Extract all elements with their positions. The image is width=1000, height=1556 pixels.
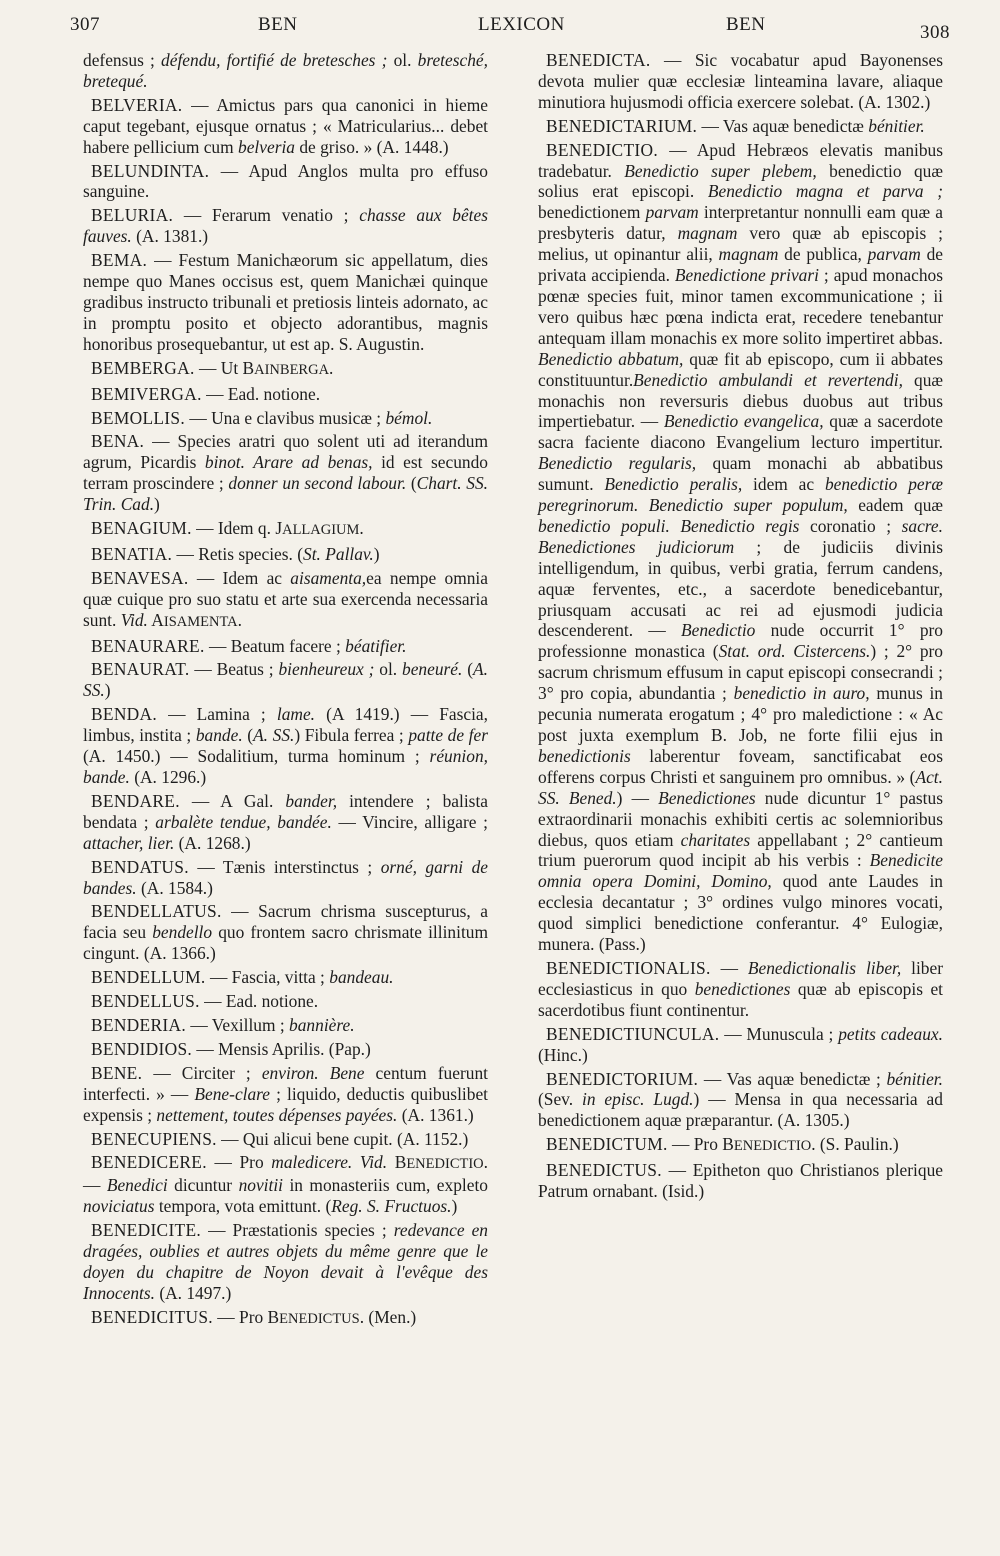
entry-definition: — Tænis interstinctus ; orné, garni de bandes. (A. 1584.) xyxy=(83,856,488,898)
entry-definition: — Benedictionalis liber, liber ecclesiasticus in quo benedictiones quæ ab episcopis et sacerdotibus fiunt continentur. xyxy=(538,957,944,1020)
dictionary-entry xyxy=(538,140,943,955)
entry-headword: BENEDICITE. xyxy=(91,1220,202,1241)
entry-definition: — Apud Anglos multa pro effuso sanguine. xyxy=(83,160,488,202)
entry-headword: BENEDICTIUNCULA. xyxy=(546,1023,720,1044)
entry-definition: — Præstationis species ; redevance en dragées, oublies et autres objets du même genre que le doyen du chapitre de Noyon devait à l'evêque des Innocents. (A. 1497.) xyxy=(83,1220,488,1303)
dictionary-entry xyxy=(83,659,488,701)
dictionary-entry xyxy=(538,50,943,113)
entry-definition: — Fascia, vitta ; bandeau. xyxy=(205,967,394,988)
entry-headword: BENAURAT. xyxy=(91,659,190,680)
entry-headword: BENDARE. xyxy=(91,790,180,811)
entry-definition: — Vexillum ; bannière. xyxy=(185,1014,355,1035)
entry-definition: — Retis species. (St. Pallav.) xyxy=(172,543,380,564)
dictionary-entry xyxy=(83,518,488,541)
dictionary-entry xyxy=(83,1152,488,1217)
entry-definition: — Ead. notione. xyxy=(201,383,321,404)
dictionary-entry xyxy=(83,1039,488,1060)
entry-headword: BENAURARE. xyxy=(91,635,205,656)
entry-definition: — Species aratri quo solent uti ad iterandum agrum, Picardis binot. Arare ad benas, id est secundo terram proscindere ; donner un second labour. (Chart. SS. Trin. Cad.) xyxy=(83,431,489,515)
entry-headword: BEMBERGA. xyxy=(91,357,195,378)
dictionary-entry xyxy=(83,1063,488,1126)
entry-headword: BENEDICTORIUM. xyxy=(546,1068,699,1089)
entry-headword: BENEDICITUS. xyxy=(91,1306,213,1327)
entry-definition: — Epitheton quo Christianos plerique Patrum ornabant. (Isid.) xyxy=(538,1160,943,1202)
dictionary-entry xyxy=(538,958,943,1021)
entry-definition: — Vas aquæ benedictæ bénitier. xyxy=(697,115,925,136)
entry-headword: BENDERIA. xyxy=(91,1014,186,1035)
entry-headword: BENA. xyxy=(91,431,145,452)
entry-headword: BENEDICTA. xyxy=(546,50,651,70)
entry-headword: BELVERIA. xyxy=(91,94,183,115)
entry-headword: BENECUPIENS. xyxy=(91,1128,217,1149)
dictionary-entry xyxy=(83,408,488,429)
entry-definition: — Beatum facere ; béatifier. xyxy=(204,635,407,656)
entry-definition: — Pro BENEDICTIO. (S. Paulin.) xyxy=(667,1134,899,1155)
entry-definition: — Sacrum chrisma suscepturus, a facia seu bendello quo frontem sacro chrismate illinitum cingunt. (A. 1366.) xyxy=(83,901,488,964)
entry-headword: BENDA. xyxy=(91,704,158,725)
dictionary-entry xyxy=(83,161,488,203)
dictionary-entry xyxy=(83,967,488,988)
entry-headword: BENEDICERE. xyxy=(91,1152,207,1173)
entry-headword: BENEDICTIONALIS. xyxy=(546,957,711,978)
dictionary-entry xyxy=(83,358,488,381)
dictionary-entry xyxy=(83,205,488,247)
entry-definition: — Lamina ; lame. (A 1419.) — Fascia, limbus, instita ; bande. (A. SS.) Fibula ferrea ; patte de fer (A. 1450.) — Sodalitium, turma hominum ; réunion, bande. (A. 1296.) xyxy=(83,704,488,787)
right-column xyxy=(538,50,943,1205)
entry-headword: BELUNDINTA. xyxy=(91,160,210,181)
dictionary-entry xyxy=(83,568,488,633)
dictionary-entry xyxy=(83,95,488,158)
entry-headword: BENDIDIOS. xyxy=(91,1038,193,1059)
entry-headword: BENE. xyxy=(91,1062,143,1083)
dictionary-entry xyxy=(83,991,488,1012)
dictionary-entry xyxy=(83,1220,488,1304)
dictionary-entry xyxy=(83,1015,488,1036)
page-number-left: 307 xyxy=(70,14,100,35)
entry-definition: defensus ; défendu, fortifié de bretesches ; ol. bretesché, bretequé. xyxy=(83,50,488,91)
entry-headword: BENAVESA. xyxy=(91,567,189,588)
entry-definition: — Pro BENEDICTUS. (Men.) xyxy=(212,1306,417,1327)
entry-definition: — Idem q. JALLAGIUM. xyxy=(191,518,364,539)
entry-definition: — Apud Hebræos elevatis manibus tradebatur. Benedictio super plebem, benedictio quæ solius erat episcopi. Benedictio magna et parva ; benedictionem parvam interpretantur nonnulli eam quæ a presbyteris datur, magnam vero quæ ab episcopis ; melius, ut opinantur alii, magnam de publica, parvam de privata accipienda. Benedictione privari ; apud monachos pœnæ species fuit, minor tamen excommunicatione ; ii vero quibus hæc pœna indicta erat, recedere tenebantur antequam illam monachis ex more solito impertiret abbas. Benedictio abbatum, quæ fit ab episcopo, cum ii abbates constituuntur.Benedictio ambulandi et revertendi, quæ monachis non reversuris diebus duobus aut tribus impertiebatur. — Benedictio evangelica, quæ a sacerdote sacra faciente diacono Evangelium lecturo impertitur. Benedictio regularis, quam monachi ab abbatibus sumunt. Benedictio peralis, idem ac benedictio peræ peregrinorum. Benedictio super populum, eadem quæ benedictio populi. Benedictio regis coronatio ; sacre. Benedictiones judiciorum ; de judiciis divinis intelligendum, in quibus, verbi gratia, ferrum candens, aquæ ferventes, etc., a sacerdote benedicebantur, priusquam accusati ac rei ad ejusmodi judicia descenderent. — Benedictio nude occurrit 1° pro professionne monastica (Stat. ord. Cistercens.) ; 2° pro sacrum chrismum effusum in caput episcopi consecrandi ; 3° pro copia, abundantia ; benedictio in auro, munus in pecunia numerata erogatum ; 4° pro maledictione : « Ac post juxta exemplum B. Job, ne forte filii ejus in benedictionis laberentur foveam, sanctificabat eos offerens corpus Christi et sanguinem pro omnibus. » (Act. SS. Bened.) — Benedictiones nude dicuntur 1° pastus extraordinarii monachis exhibiti certis ac solemnioribus diebus, quos etiam charitates appellabant ; 2° cantieum trium puerorum quod incipit ab his verbis : Benedicite omnia opera Domini, Domino, quod ante Laudes in ecclesia decantatur ; 3° ordines vulgo minores vocati, quod simplici benedictione conferantur. 4° Eulogiæ, munera. (Pass.) xyxy=(538,139,944,955)
dictionary-entry xyxy=(83,50,488,92)
entry-headword: BENEDICTUM. xyxy=(546,1134,668,1155)
entry-headword: BENEDICTUS. xyxy=(546,1160,662,1181)
entry-definition: — Munuscula ; petits cadeaux. (Hinc.) xyxy=(538,1023,943,1065)
left-column xyxy=(83,50,488,1333)
entry-definition: — Pro maledicere. Vid. BENEDICTIO. — Benedici dicuntur novitii in monasteriis cum, expleto noviciatus tempora, vota emittunt. (Reg. S. Fructuos.) xyxy=(83,1152,489,1217)
dictionary-entry xyxy=(83,431,488,515)
entry-definition: — Sic vocabatur apud Bayonenses devota mulier quæ ecclesiæ linteamina lavare, aliaque minutiora hujusmodi officia exercere solebat. (A. 1302.) xyxy=(538,50,943,112)
entry-definition: — Ut BAINBERGA. xyxy=(194,357,334,378)
entry-definition: — Mensis Aprilis. (Pap.) xyxy=(192,1038,371,1059)
entry-definition: — Vas aquæ benedictæ ; bénitier. (Sev. in episc. Lugd.) — Mensa in qua necessaria ad benedictionem aquæ præparantur. (A. 1305.) xyxy=(538,1068,943,1131)
dictionary-entry xyxy=(538,1160,943,1202)
dictionary-entry xyxy=(83,384,488,405)
running-head-right: BEN xyxy=(726,14,766,35)
entry-definition: — Ferarum venatio ; chasse aux bêtes fauves. (A. 1381.) xyxy=(83,205,489,247)
dictionary-entry xyxy=(83,704,488,788)
entry-definition: — Qui alicui bene cupit. (A. 1152.) xyxy=(216,1128,469,1149)
entry-headword: BEMIVERGA. xyxy=(91,383,202,404)
entry-headword: BENDELLUM. xyxy=(91,967,206,988)
entry-headword: BENEDICTARIUM. xyxy=(546,115,698,136)
entry-headword: BENDELLUS. xyxy=(91,991,200,1012)
entry-headword: BENDELLATUS. xyxy=(91,901,222,922)
dictionary-entry xyxy=(83,857,488,899)
entry-definition: — Festum Manichæorum sic appellatum, dies nempe quo Manes occisus est, quem Manichæi quinque gradibus instructo tribunali et pretiosis linteis adornato, ac in promptu posito et objecto adorantibus, magnis honoribus prosequebantur, ut est ap. S. Augustin. xyxy=(83,250,488,354)
dictionary-entry xyxy=(538,116,943,137)
dictionary-entry xyxy=(538,1024,943,1066)
entry-headword: BENAGIUM. xyxy=(91,518,192,539)
dictionary-entry xyxy=(83,1129,488,1150)
running-head-center: LEXICON xyxy=(478,14,565,35)
page-number-right: 308 xyxy=(920,22,950,43)
entry-headword: BENEDICTIO. xyxy=(546,139,658,160)
entry-definition: — Beatus ; bienheureux ; ol. beneuré. (A. SS.) xyxy=(83,659,488,701)
entry-definition: — Idem ac aisamenta,ea nempe omnia quæ cuique pro suo statu et arte sua exercenda necessaria sunt. Vid. AISAMENTA. xyxy=(83,567,488,630)
entry-headword: BEMOLLIS. xyxy=(91,407,186,428)
dictionary-entry xyxy=(83,1307,488,1330)
entry-headword: BEMA. xyxy=(91,250,148,271)
dictionary-entry xyxy=(83,901,488,964)
entry-definition: — Amictus pars qua canonici in hieme caput tegebant, ejusque ornatus ; « Matricularius... debet habere pellicium cum belveria de griso. » (A. 1448.) xyxy=(83,94,488,157)
entry-definition: — A Gal. bander, intendere ; balista bendata ; arbalète tendue, bandée. — Vincire, alligare ; attacher, lier. (A. 1268.) xyxy=(83,790,489,853)
entry-definition: — Una e clavibus musicæ ; bémol. xyxy=(185,407,433,428)
running-head-left: BEN xyxy=(258,14,298,35)
entry-definition: — Ead. notione. xyxy=(199,991,319,1012)
dictionary-entry xyxy=(538,1069,943,1132)
dictionary-entry xyxy=(83,791,488,854)
entry-definition: — Circiter ; environ. Bene centum fuerunt interfecti. » — Bene-clare ; liquido, deductis quibuslibet expensis ; nettement, toutes dépenses payées. (A. 1361.) xyxy=(83,1062,488,1125)
entry-headword: BELURIA. xyxy=(91,205,174,226)
entry-headword: BENDATUS. xyxy=(91,856,189,877)
page-header xyxy=(70,14,950,46)
dictionary-entry xyxy=(83,250,488,355)
dictionary-entry xyxy=(83,544,488,565)
dictionary-entry xyxy=(538,1134,943,1157)
dictionary-entry xyxy=(83,636,488,657)
entry-headword: BENATIA. xyxy=(91,543,173,564)
